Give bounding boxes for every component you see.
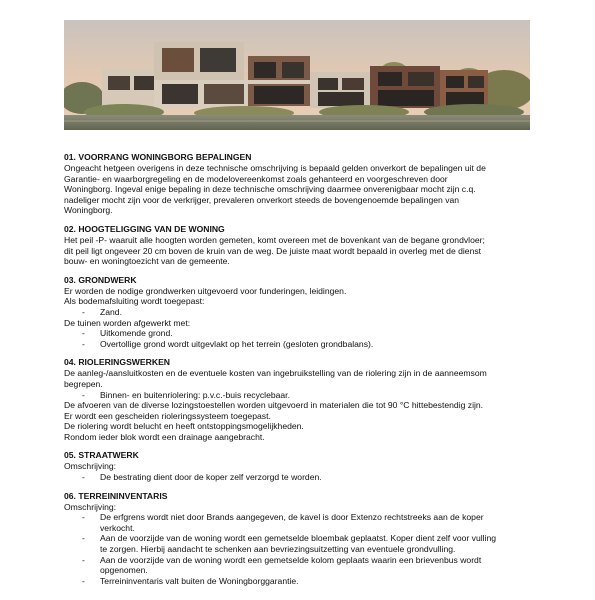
- paragraph-line: dit peil ligt ongeveer 20 cm boven de kruin van de weg. De juiste maat wordt bepaald in overleg met de dienst: [64, 245, 482, 256]
- paragraph-line: Woningborg.: [64, 205, 113, 216]
- paragraph-line: Er wordt een gescheiden rioleringssysteem toegepast.: [64, 410, 271, 421]
- section-03: [64, 275, 534, 350]
- section-heading: 01. VOORRANG WONINGBORG BEPALINGEN: [64, 152, 252, 162]
- list-item-text: De erfgrens wordt niet door Brands aangegeven, de kavel is door Extenzo rechtstreeks aan de koper: [100, 512, 484, 523]
- section-06: [64, 491, 534, 587]
- paragraph-line: Omschrijving:: [64, 501, 117, 512]
- list-item-text: Overtollige grond wordt uitgevlakt op het terrein (gesloten grondbalans).: [100, 338, 374, 349]
- list-item: - Overtollige grond wordt uitgevlakt op het terrein (gesloten grondbalans).: [82, 338, 374, 349]
- list-item: - Terreininventaris valt buiten de Woningborggarantie.: [82, 575, 299, 586]
- paragraph-line: Ongeacht hetgeen overigens in deze technische omschrijving is bepaald gelden onverkort de bepalingen uit de: [64, 163, 486, 173]
- list-item-text: te zorgen. Hierbij aandacht te schenken aan bevriezingsuitzetting van eventuele grondvulling.: [100, 544, 456, 555]
- list-item: - Zand.: [82, 306, 122, 317]
- section-02: [64, 224, 534, 267]
- bullet-list: [64, 307, 534, 318]
- paragraph-line: Er worden de nodige grondwerken uitgevoerd voor funderingen, leidingen.: [64, 285, 347, 296]
- section-05: [64, 450, 534, 482]
- paragraph-line: De aanleg-/aansluitkosten en de eventuele kosten van ingebruikstelling van de riolering zijn in de aanneemsom: [64, 368, 487, 379]
- paragraph-line: De riolering wordt belucht en heeft ontstoppingsmogelijkheden.: [64, 421, 304, 432]
- paragraph-line: De afvoeren van de diverse lozingstoestellen worden uitgevoerd in materialen die tot 90 °C hittebestendig zijn.: [64, 400, 484, 411]
- list-item: - Aan de voorzijde van de woning wordt een gemetselde bloembak geplaatst. Koper dient zelf voor vulling: [82, 533, 497, 544]
- list-item-text: Terreininventaris valt buiten de Woningborggarantie.: [100, 575, 299, 586]
- bullet-list: [64, 472, 534, 483]
- section-heading: 02. HOOGTELIGGING VAN DE WONING: [64, 223, 225, 234]
- paragraph-line: Als bodemafsluiting wordt toegepast:: [64, 296, 205, 307]
- paragraph-line: Woningborg. Ingeval enige bepaling in deze technische omschrijving daarmee onverenigbaar mocht zijn c.q.: [64, 184, 476, 195]
- section-heading: 03. GRONDWERK: [64, 274, 137, 285]
- bullet-list: [64, 390, 534, 401]
- section-01: [64, 152, 534, 216]
- section-heading: 04. RIOLERINGSWERKEN: [64, 357, 171, 368]
- list-item-text: Aan de voorzijde van de woning wordt een gemetselde bloembak geplaatst. Koper dient zelf voor vulling: [100, 533, 497, 544]
- list-item: - Binnen- en buitenriolering: p.v.c.-buis recyclebaar.: [82, 389, 290, 400]
- paragraph-line: bouw- en woningtoezicht van de gemeente.: [64, 256, 230, 267]
- bullet-list: [64, 328, 534, 349]
- hero-image: [64, 20, 530, 130]
- list-item-text: Uitkomende grond.: [100, 328, 173, 339]
- list-item-text: Binnen- en buitenriolering: p.v.c.-buis recyclebaar.: [100, 389, 290, 400]
- paragraph-line: nadeliger mocht zijn voor de verkrijger, prevaleren onverkort steeds de bovengenoemde bepalingen van: [64, 194, 460, 205]
- list-item-text: De bestrating dient door de koper zelf verzorgd te worden.: [100, 472, 322, 483]
- technical-description: [64, 152, 534, 594]
- bullet-list: [64, 512, 534, 586]
- house-rendering-illustration: [64, 20, 530, 130]
- paragraph-line: Het peil -P- waaruit alle hoogten worden gemeten, komt overeen met de bovenkant van de begane grondvloer;: [64, 234, 485, 245]
- list-item-text: verkocht.: [100, 522, 135, 533]
- list-item-continuation: [64, 565, 534, 576]
- paragraph-line: Garantie- en waarborgregeling en de modelovereenkomst zoals gehanteerd en voorgeschreven door: [64, 173, 448, 184]
- list-item-continuation: [64, 544, 534, 555]
- paragraph-line: De tuinen worden afgewerkt met:: [64, 317, 191, 328]
- list-item: - Aan de voorzijde van de woning wordt een gemetselde kolom geplaats waarin een brievenbus wordt: [82, 554, 482, 565]
- list-item: - De bestrating dient door de koper zelf verzorgd te worden.: [82, 472, 322, 483]
- paragraph-line: begrepen.: [64, 378, 103, 389]
- list-item-continuation: [64, 523, 534, 534]
- section-04: [64, 357, 534, 442]
- paragraph-line: Omschrijving:: [64, 461, 117, 472]
- list-item-text: opgenomen.: [100, 565, 148, 576]
- section-heading: 06. TERREININVENTARIS: [64, 490, 168, 501]
- list-item-text: Aan de voorzijde van de woning wordt een gemetselde kolom geplaats waarin een brievenbus wordt: [100, 554, 482, 565]
- paragraph-line: Rondom ieder blok wordt een drainage aangebracht.: [64, 431, 265, 442]
- list-item: - De erfgrens wordt niet door Brands aangegeven, de kavel is door Extenzo rechtstreeks aan de koper: [82, 512, 484, 523]
- list-item: - Uitkomende grond.: [82, 328, 173, 339]
- section-heading: 05. STRAATWERK: [64, 450, 139, 461]
- list-item-text: Zand.: [100, 306, 122, 317]
